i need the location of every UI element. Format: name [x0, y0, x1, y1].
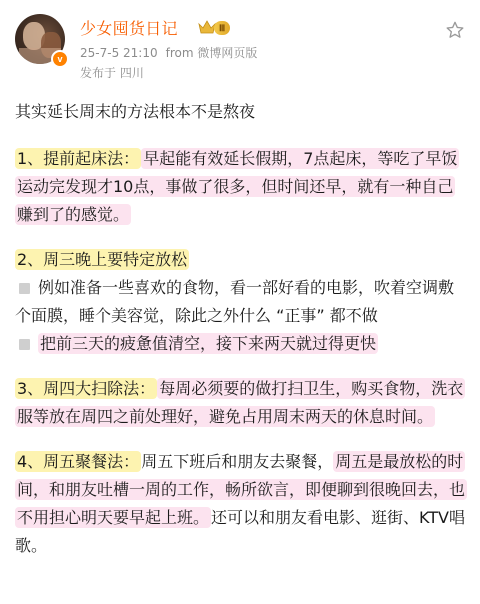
- post-body: [15, 98, 467, 577]
- tip-1: [15, 145, 467, 229]
- post-header: [0, 0, 480, 95]
- tip-3-title: 3、周四大扫除法：: [17, 379, 156, 398]
- verified-badge-icon: v: [51, 50, 69, 68]
- post-intro: 其实延长周末的方法根本不是熬夜: [15, 102, 256, 121]
- post-source: from 微博网页版: [165, 46, 258, 60]
- post-time: 25-7-5 21:10: [80, 46, 158, 60]
- tip-1-body: 早起能有效延长假期，7点起床，等吃了早饭运动完发现才10点，事做了很多，但时间还早，就有一种自己赚到了的感觉。: [17, 149, 458, 224]
- tip-3: [15, 375, 467, 431]
- tip-2-bullet-2: 把前三天的疲惫值清空，接下来两天就过得更快: [40, 334, 377, 353]
- tip-4-body-plain: 周五下班后和朋友去聚餐，: [141, 452, 334, 471]
- tip-2: [15, 246, 467, 358]
- tip-4-title: 4、周五聚餐法：: [17, 452, 140, 471]
- tip-4: [15, 448, 467, 560]
- tip-1-title: 1、提前起床法：: [17, 149, 140, 168]
- level-badge[interactable]: Ⅲ: [214, 21, 230, 35]
- tip-4-body-highlight: 周五是最放松的时间，和朋友吐槽一周的工作，畅所欲言，即便聊到很晚回去，也不用担心明天要早起上班。: [17, 452, 466, 527]
- square-bullet-icon: [19, 339, 30, 350]
- star-outline-icon[interactable]: [445, 20, 465, 40]
- tip-3-body: 每周必须要的做打扫卫生，购买食物，洗衣服等放在周四之前处理好，避免占用周末两天的休息时间。: [17, 379, 464, 426]
- post-location: 发布于 四川: [80, 66, 144, 80]
- tip-4-body-tail: 还可以和朋友看电影、逛街、KTV唱歌。: [15, 508, 465, 555]
- tip-2-bullet-1: 例如准备一些喜欢的食物，看一部好看的电影，吹着空调敷个面膜，睡个美容觉，除此之外什么 “正事” 都不做: [15, 278, 455, 325]
- username[interactable]: 少女囤货日记: [80, 19, 178, 38]
- post-meta: [80, 44, 257, 61]
- square-bullet-icon: [19, 283, 30, 294]
- tip-2-title: 2、周三晚上要特定放松: [17, 250, 188, 269]
